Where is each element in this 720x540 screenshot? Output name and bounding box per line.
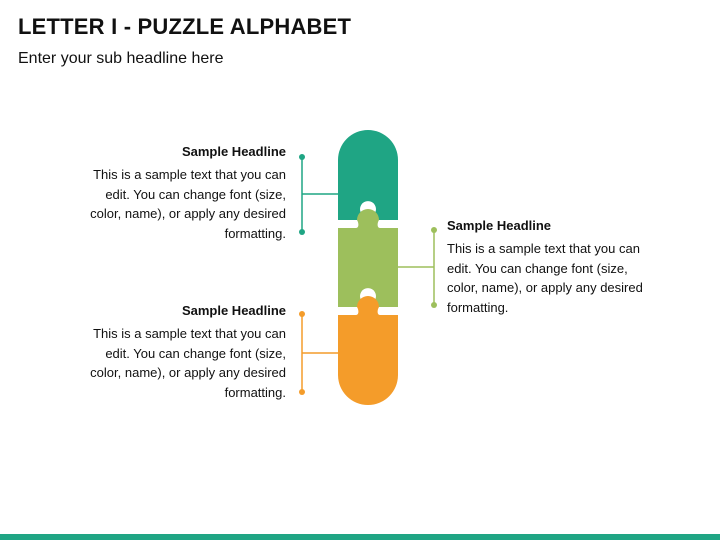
block-text: This is a sample text that you can edit. You can change font (size, color, name), or apply any desired formatting. <box>90 167 286 241</box>
footer-accent-bar <box>0 534 720 540</box>
text-block-bottom-left <box>76 303 286 402</box>
block-text: This is a sample text that you can edit. You can change font (size, color, name), or apply any desired formatting. <box>90 326 286 400</box>
connector-2 <box>398 227 437 308</box>
text-block-middle-right <box>447 218 657 317</box>
text-block-top-left <box>76 144 286 243</box>
puzzle-piece-3 <box>338 296 398 405</box>
block-headline: Sample Headline <box>181 144 286 159</box>
slide-title: LETTER I - PUZZLE ALPHABET <box>18 14 352 39</box>
puzzle-piece-2 <box>338 209 398 307</box>
block-headline: Sample Headline <box>447 218 552 233</box>
block-headline: Sample Headline <box>181 303 286 318</box>
puzzle-piece-1 <box>338 130 398 220</box>
block-text: This is a sample text that you can edit. You can change font (size, color, name), or apply any desired formatting. <box>447 241 643 315</box>
connector-1 <box>299 154 338 235</box>
slide-subtitle: Enter your sub headline here <box>18 50 224 67</box>
connector-3 <box>299 311 338 395</box>
